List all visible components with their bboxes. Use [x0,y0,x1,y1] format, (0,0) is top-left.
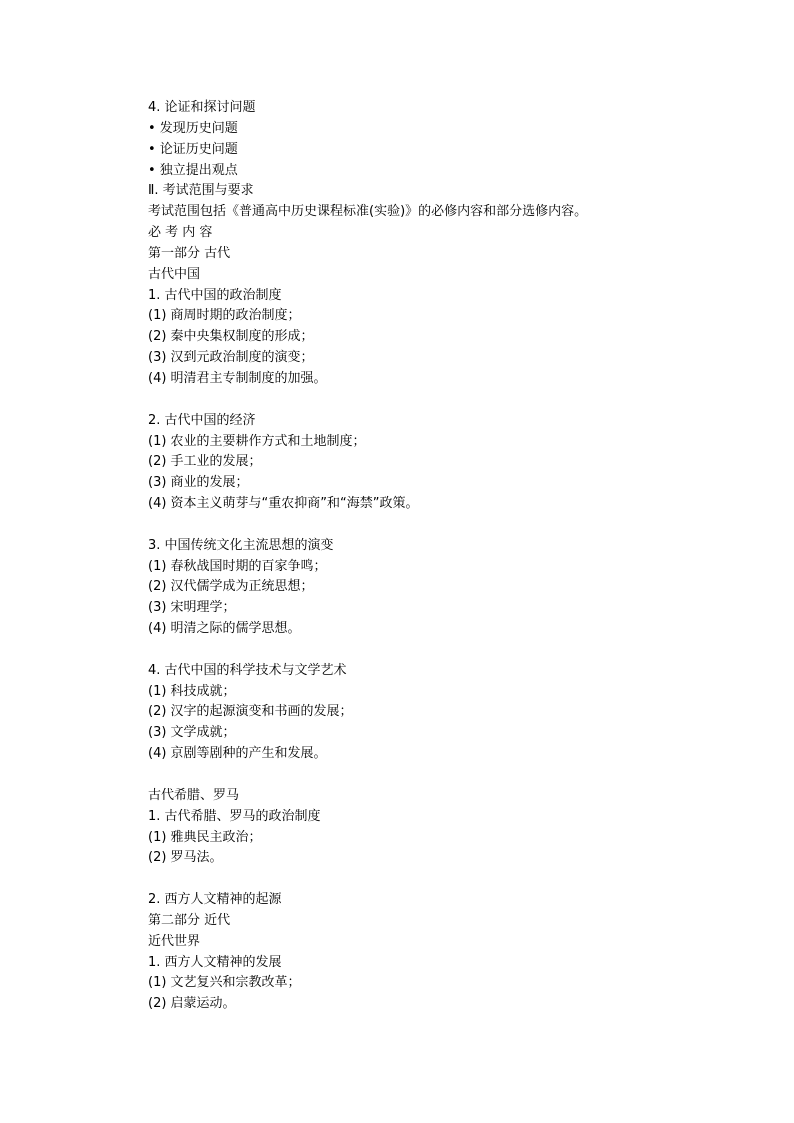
topic-heading: 1. 古代中国的政治制度 [148,287,282,303]
list-item: (3) 文学成就； [148,725,236,741]
section-heading: 必 考 内 容 [148,225,213,241]
blank-line [148,765,748,786]
list-item: (1) 科技成就； [148,683,236,699]
blank-line [148,515,748,536]
blank-line [148,640,748,661]
list-item: (1) 文艺复兴和宗教改革； [148,975,301,991]
text-line: 考试范围包括《普通高中历史课程标准(实验)》的必修内容和部分选修内容。 [148,204,588,220]
list-item: (4) 资本主义萌芽与“重农抑商”和“海禁”政策。 [148,496,419,512]
subsection-heading: 古代中国 [148,266,201,282]
list-item: (2) 汉代儒学成为正统思想； [148,579,314,595]
topic-heading: 4. 古代中国的科学技术与文学艺术 [148,662,347,678]
list-item: (3) 商业的发展； [148,475,249,491]
list-item: (1) 雅典民主政治； [148,829,262,845]
list-item: (2) 启蒙运动。 [148,996,236,1012]
list-item: (3) 宋明理学； [148,600,236,616]
part-heading: 第一部分 古代 [148,245,231,261]
text-line: • 独立提出观点 [148,162,238,178]
topic-heading: 1. 古代希腊、罗马的政治制度 [148,808,321,824]
text-line: • 发现历史问题 [148,120,238,136]
blank-line [148,390,748,411]
list-item: (2) 罗马法。 [148,850,223,866]
list-item: (4) 京剧等剧种的产生和发展。 [148,746,327,762]
list-item: (1) 商周时期的政治制度； [148,308,301,324]
list-item: (1) 春秋战国时期的百家争鸣； [148,558,327,574]
subsection-heading: 近代世界 [148,933,201,949]
topic-heading: 2. 西方人文精神的起源 [148,892,282,908]
section-heading: Ⅱ. 考试范围与要求 [148,183,254,199]
part-heading: 第二部分 近代 [148,912,231,928]
list-item: (4) 明清之际的儒学思想。 [148,621,301,637]
document-body [148,98,748,1015]
topic-heading: 3. 中国传统文化主流思想的演变 [148,537,334,553]
list-item: (2) 手工业的发展； [148,454,262,470]
topic-heading: 1. 西方人文精神的发展 [148,954,282,970]
subsection-heading: 古代希腊、罗马 [148,787,240,803]
list-item: (2) 秦中央集权制度的形成； [148,329,314,345]
text-line: • 论证历史问题 [148,141,238,157]
blank-line [148,869,748,890]
topic-heading: 2. 古代中国的经济 [148,412,256,428]
text-line: 4. 论证和探讨问题 [148,100,256,115]
list-item: (4) 明清君主专制制度的加强。 [148,370,327,386]
list-item: (3) 汉到元政治制度的演变； [148,350,314,366]
list-item: (1) 农业的主要耕作方式和土地制度； [148,433,366,449]
list-item: (2) 汉字的起源演变和书画的发展； [148,704,353,720]
